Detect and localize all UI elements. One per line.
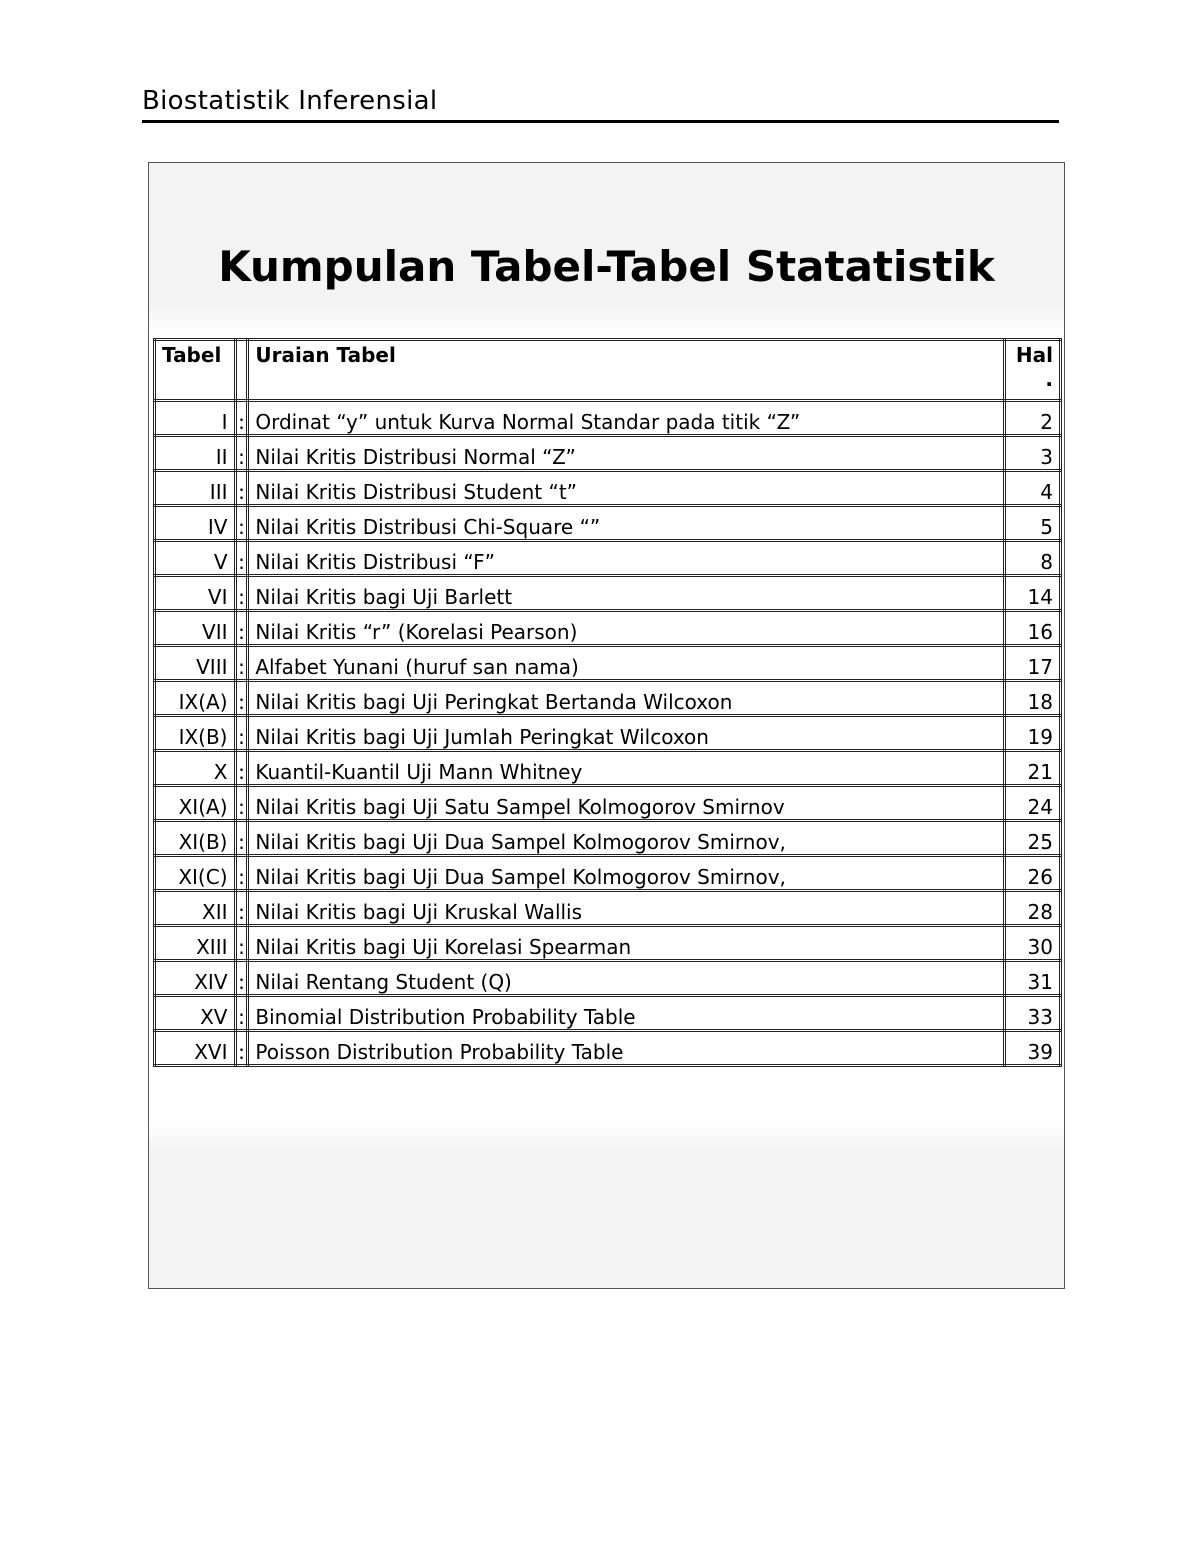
content-frame: [148, 162, 1065, 1289]
separator-colon: :: [235, 786, 248, 821]
table-row: [155, 436, 1061, 471]
page-number: 28: [1005, 891, 1061, 926]
column-header-hal: [1005, 340, 1061, 401]
column-header-uraian: Uraian Tabel: [248, 340, 1005, 401]
page-title: Kumpulan Tabel-Tabel Statatistik: [218, 242, 995, 291]
table-number: II: [155, 436, 236, 471]
table-number: XVI: [155, 1031, 236, 1066]
page-number: 3: [1005, 436, 1061, 471]
table-number: X: [155, 751, 236, 786]
separator-colon: :: [235, 681, 248, 716]
table-row: [155, 471, 1061, 506]
separator-colon: :: [235, 646, 248, 681]
column-header-tabel: Tabel: [155, 340, 236, 401]
table-number: IV: [155, 506, 236, 541]
table-number: VI: [155, 576, 236, 611]
page-number: 17: [1005, 646, 1061, 681]
page-number: 24: [1005, 786, 1061, 821]
separator-colon: :: [235, 821, 248, 856]
page-number: 19: [1005, 716, 1061, 751]
page-number: 21: [1005, 751, 1061, 786]
separator-colon: :: [235, 436, 248, 471]
hal-dot: .: [1045, 367, 1053, 391]
page-number: 26: [1005, 856, 1061, 891]
separator-colon: :: [235, 961, 248, 996]
separator-colon: :: [235, 541, 248, 576]
table-row: [155, 576, 1061, 611]
table-description: Poisson Distribution Probability Table: [248, 1031, 1005, 1066]
table-description: Alfabet Yunani (huruf san nama): [248, 646, 1005, 681]
separator-colon: :: [235, 751, 248, 786]
page-number: 16: [1005, 611, 1061, 646]
table-row: [155, 786, 1061, 821]
table-row: [155, 611, 1061, 646]
table-number: XV: [155, 996, 236, 1031]
page-number: 8: [1005, 541, 1061, 576]
page-number: 33: [1005, 996, 1061, 1031]
table-description: Nilai Kritis bagi Uji Barlett: [248, 576, 1005, 611]
table-of-contents: [153, 338, 1062, 1067]
table-row: [155, 926, 1061, 961]
table-description: Nilai Kritis bagi Uji Dua Sampel Kolmogorov Smirnov,: [248, 856, 1005, 891]
page-number: 31: [1005, 961, 1061, 996]
table-number: XI(A): [155, 786, 236, 821]
table-row: [155, 856, 1061, 891]
table-description: Nilai Kritis bagi Uji Satu Sampel Kolmogorov Smirnov: [248, 786, 1005, 821]
separator-colon: :: [235, 891, 248, 926]
table-row: [155, 1031, 1061, 1066]
table-row: [155, 506, 1061, 541]
table-description: Nilai Kritis Distribusi Normal “Z”: [248, 436, 1005, 471]
separator-colon: :: [235, 611, 248, 646]
table-description: Kuantil-Kuantil Uji Mann Whitney: [248, 751, 1005, 786]
separator-colon: :: [235, 926, 248, 961]
table-description: Nilai Kritis “r” (Korelasi Pearson): [248, 611, 1005, 646]
table-number: VIII: [155, 646, 236, 681]
table-body: [155, 401, 1061, 1066]
table-row: [155, 716, 1061, 751]
running-title: Biostatistik Inferensial: [142, 86, 438, 116]
table-description: Ordinat “y” untuk Kurva Normal Standar pada titik “Z”: [248, 401, 1005, 436]
table-row: [155, 891, 1061, 926]
table-row: [155, 541, 1061, 576]
table-number: XII: [155, 891, 236, 926]
table-number: XI(B): [155, 821, 236, 856]
table-description: Nilai Kritis bagi Uji Kruskal Wallis: [248, 891, 1005, 926]
table-description: Nilai Kritis Distribusi “F”: [248, 541, 1005, 576]
table-number: VII: [155, 611, 236, 646]
table-number: IX(A): [155, 681, 236, 716]
table-number: XIV: [155, 961, 236, 996]
table-description: Nilai Kritis bagi Uji Jumlah Peringkat Wilcoxon: [248, 716, 1005, 751]
page-number: 2: [1005, 401, 1061, 436]
page-number: 39: [1005, 1031, 1061, 1066]
table-description: Nilai Rentang Student (Q): [248, 961, 1005, 996]
table-description: Nilai Kritis bagi Uji Korelasi Spearman: [248, 926, 1005, 961]
page-number: 25: [1005, 821, 1061, 856]
hal-label: Hal: [1015, 343, 1053, 367]
table-description: Nilai Kritis Distribusi Chi-Square “”: [248, 506, 1005, 541]
page-number: 5: [1005, 506, 1061, 541]
header-rule: [142, 120, 1059, 123]
separator-colon: :: [235, 856, 248, 891]
table-description: Nilai Kritis bagi Uji Dua Sampel Kolmogorov Smirnov,: [248, 821, 1005, 856]
table-row: [155, 821, 1061, 856]
table-row: [155, 961, 1061, 996]
page-number: 18: [1005, 681, 1061, 716]
table-description: Nilai Kritis Distribusi Student “t”: [248, 471, 1005, 506]
table-number: III: [155, 471, 236, 506]
table-row: [155, 681, 1061, 716]
page-number: 30: [1005, 926, 1061, 961]
table-description: Binomial Distribution Probability Table: [248, 996, 1005, 1031]
separator-colon: :: [235, 506, 248, 541]
table-number: IX(B): [155, 716, 236, 751]
page-header: [142, 86, 1059, 123]
table-description: Nilai Kritis bagi Uji Peringkat Bertanda Wilcoxon: [248, 681, 1005, 716]
column-header-separator: [235, 340, 248, 401]
table-number: XI(C): [155, 856, 236, 891]
separator-colon: :: [235, 401, 248, 436]
page-number: 4: [1005, 471, 1061, 506]
separator-colon: :: [235, 471, 248, 506]
separator-colon: :: [235, 996, 248, 1031]
page-number: 14: [1005, 576, 1061, 611]
separator-colon: :: [235, 576, 248, 611]
separator-colon: :: [235, 716, 248, 751]
table-row: [155, 646, 1061, 681]
table-number: V: [155, 541, 236, 576]
table-row: [155, 401, 1061, 436]
table-number: I: [155, 401, 236, 436]
table-number: XIII: [155, 926, 236, 961]
table-row: [155, 751, 1061, 786]
table-row: [155, 996, 1061, 1031]
separator-colon: :: [235, 1031, 248, 1066]
table-header-row: [155, 340, 1061, 401]
